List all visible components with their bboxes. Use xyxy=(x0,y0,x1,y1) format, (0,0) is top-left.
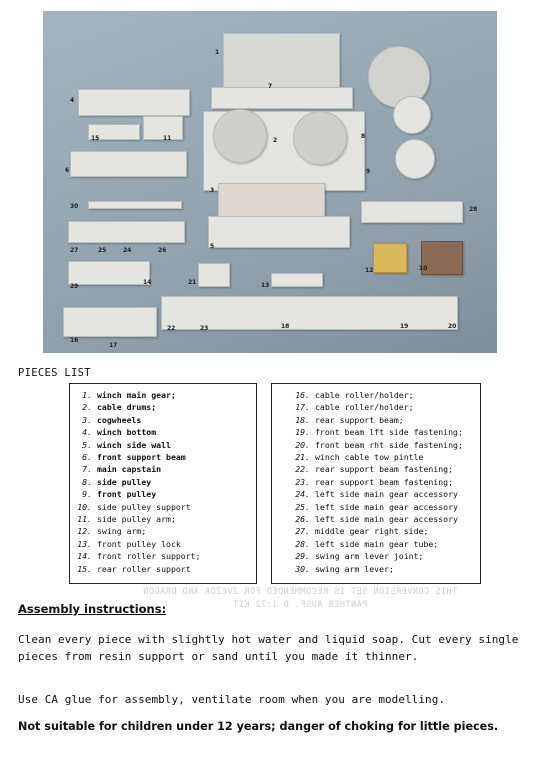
pieces-list-item xyxy=(70,463,256,475)
piece-number: 18. xyxy=(295,414,310,425)
photo-label: 30 xyxy=(70,203,79,210)
piece-cable-drum-right xyxy=(293,111,347,165)
photo-label: 24 xyxy=(123,247,132,254)
photo-label: 5 xyxy=(210,243,215,250)
piece-front-support-beam xyxy=(70,151,187,177)
piece-number: 25. xyxy=(295,501,310,512)
piece-name: rear support beam; xyxy=(315,414,404,425)
pieces-list-item xyxy=(70,401,256,413)
piece-tow-pintle xyxy=(198,263,230,287)
pieces-list-item xyxy=(272,389,480,401)
piece-gear-accessories xyxy=(68,221,185,243)
piece-number: 5. xyxy=(82,439,92,450)
pieces-list-item xyxy=(272,525,480,537)
piece-name: front beam lft side fastening; xyxy=(315,427,463,438)
photo-label: 18 xyxy=(281,323,290,330)
piece-number: 14. xyxy=(77,551,92,562)
piece-name: front pulley lock xyxy=(97,538,181,549)
pieces-list-item xyxy=(70,426,256,438)
piece-number: 19. xyxy=(295,427,310,438)
photo-label: 6 xyxy=(65,167,70,174)
safety-warning: Not suitable for children under 12 years; danger of choking for little pieces. xyxy=(18,720,499,733)
piece-name: front beam rht side fastening; xyxy=(315,439,463,450)
piece-cable-rollers xyxy=(63,307,157,337)
assembly-paragraph-cleaning: Clean every piece with slightly hot water and liquid soap. Cut every single pieces from resin support or sand until you made it thinner. xyxy=(18,633,519,663)
piece-side-pulley-small xyxy=(393,96,431,134)
photo-label: 1 xyxy=(215,49,220,56)
pieces-list-item xyxy=(272,463,480,475)
assembly-title: Assembly instructions: xyxy=(18,602,167,616)
piece-name: rear support beam fastening; xyxy=(315,464,454,475)
pieces-list-item xyxy=(70,563,256,575)
pieces-list-item xyxy=(70,501,256,513)
pieces-list-item xyxy=(272,451,480,463)
piece-name: swing arm; xyxy=(97,526,147,537)
piece-name: cable drums; xyxy=(97,402,157,413)
photo-label: 2 xyxy=(273,137,278,144)
piece-number: 30. xyxy=(295,563,310,574)
piece-number: 17. xyxy=(295,402,310,413)
bleed-through-line: PANTHER AUSF. D 1:72 KIT xyxy=(232,600,368,610)
piece-number: 10. xyxy=(77,501,92,512)
piece-name: swing arm lever joint; xyxy=(315,551,424,562)
photo-label: 23 xyxy=(200,325,209,332)
photo-label: 3 xyxy=(210,187,215,194)
piece-name: rear support beam fastening; xyxy=(315,476,454,487)
piece-name: side pulley arm; xyxy=(97,514,176,525)
piece-name: left side main gear accessory xyxy=(315,489,458,500)
photo-label: 4 xyxy=(70,97,75,104)
pieces-list-item xyxy=(70,451,256,463)
piece-number: 9. xyxy=(82,489,92,500)
photo-label: 20 xyxy=(448,323,457,330)
photo-label: 8 xyxy=(361,133,366,140)
pieces-list-item xyxy=(70,525,256,537)
pieces-list-item xyxy=(70,439,256,451)
piece-main-gear-tube xyxy=(361,201,463,223)
pieces-list-item xyxy=(70,488,256,500)
piece-winch-side-wall xyxy=(208,216,350,248)
pieces-list-item xyxy=(70,476,256,488)
piece-number: 29. xyxy=(295,551,310,562)
photo-label: 14 xyxy=(143,279,152,286)
parts-photo xyxy=(43,11,497,353)
photo-label: 25 xyxy=(98,247,107,254)
piece-name: cogwheels xyxy=(97,414,142,425)
piece-name: winch bottom xyxy=(97,427,157,438)
piece-name: side pulley xyxy=(97,476,152,487)
photo-label: 21 xyxy=(188,279,197,286)
pieces-list-item xyxy=(272,513,480,525)
piece-name: winch main gear; xyxy=(97,390,176,400)
pieces-list-item xyxy=(272,501,480,513)
piece-number: 26. xyxy=(295,514,310,525)
piece-number: 7. xyxy=(82,464,92,475)
piece-number: 6. xyxy=(82,452,92,463)
pieces-list-left xyxy=(69,383,257,584)
piece-front-roller-support xyxy=(68,261,150,285)
photo-label: 7 xyxy=(268,83,273,90)
piece-number: 23. xyxy=(295,476,310,487)
pieces-list-item xyxy=(70,550,256,562)
piece-cable-drum-left xyxy=(213,109,267,163)
photo-label: 12 xyxy=(365,267,374,274)
photo-label: 27 xyxy=(70,247,79,254)
piece-name: winch side wall xyxy=(97,439,171,450)
piece-name: swing arm lever; xyxy=(315,563,394,574)
photo-label: 15 xyxy=(91,135,100,142)
pieces-list-item xyxy=(272,476,480,488)
piece-name: cable roller/holder; xyxy=(315,390,414,400)
pieces-list-item xyxy=(272,414,480,426)
photo-label: 9 xyxy=(366,168,371,175)
pieces-list-item xyxy=(70,538,256,550)
piece-name: side pulley support xyxy=(97,501,191,512)
pieces-list-item xyxy=(272,563,480,575)
piece-name: front support beam xyxy=(97,452,186,463)
bleed-through-text xyxy=(110,586,490,612)
photo-label: 19 xyxy=(400,323,409,330)
piece-number: 8. xyxy=(82,476,92,487)
piece-number: 4. xyxy=(82,427,92,438)
piece-number: 12. xyxy=(77,526,92,537)
photo-label: 17 xyxy=(109,342,118,349)
piece-name: rear roller support xyxy=(97,563,191,574)
piece-name: middle gear right side; xyxy=(315,526,429,537)
piece-winch-base xyxy=(211,87,353,109)
pieces-list-item xyxy=(70,513,256,525)
pieces-list-item xyxy=(272,401,480,413)
piece-name: left side main gear accessory xyxy=(315,501,458,512)
pieces-list-title: PIECES LIST xyxy=(18,367,91,379)
piece-winch-main-gear xyxy=(223,33,340,93)
pieces-list-item xyxy=(272,488,480,500)
piece-number: 27. xyxy=(295,526,310,537)
photo-label: 13 xyxy=(261,282,270,289)
piece-number: 20. xyxy=(295,439,310,450)
piece-name: front pulley xyxy=(97,489,157,500)
pieces-list-item xyxy=(70,389,256,401)
piece-name: left side main gear tube; xyxy=(315,538,439,549)
piece-swing-arm-lever xyxy=(88,201,182,209)
photo-label: 10 xyxy=(419,265,428,272)
piece-number: 13. xyxy=(77,538,92,549)
piece-front-pulley-lock xyxy=(271,273,323,287)
assembly-paragraph-glue: Use CA glue for assembly, ventilate room when you are modelling. xyxy=(18,693,446,706)
piece-name: main capstain xyxy=(97,464,162,475)
pieces-list-item xyxy=(70,414,256,426)
piece-number: 3. xyxy=(82,414,92,425)
piece-number: 22. xyxy=(295,464,310,475)
piece-number: 16. xyxy=(295,390,310,400)
photo-label: 11 xyxy=(163,135,172,142)
piece-number: 15. xyxy=(77,563,92,574)
photo-label: 22 xyxy=(167,325,176,332)
bleed-through-line: THIS CONVERSION SET IS RECOMMENDED FOR ZVEZDA AND DRAGON xyxy=(142,587,458,597)
pieces-list-item xyxy=(272,538,480,550)
piece-name: winch cable tow pintle xyxy=(315,452,424,463)
piece-winch-bottom xyxy=(78,89,190,116)
piece-number: 28. xyxy=(295,538,310,549)
piece-front-pulley xyxy=(395,139,435,179)
pieces-list-item xyxy=(272,426,480,438)
pieces-list-right xyxy=(271,383,481,584)
piece-number: 2. xyxy=(82,402,92,413)
photo-label: 26 xyxy=(158,247,167,254)
piece-number: 24. xyxy=(295,489,310,500)
photo-label: 28 xyxy=(469,206,478,213)
piece-name: cable roller/holder; xyxy=(315,402,414,413)
piece-name: left side main gear accessory xyxy=(315,514,458,525)
photo-label: 16 xyxy=(70,337,79,344)
piece-number: 21. xyxy=(295,452,310,463)
pieces-list-item xyxy=(272,439,480,451)
piece-name: front roller support; xyxy=(97,551,201,562)
piece-number: 1. xyxy=(82,390,92,400)
pieces-list-item xyxy=(272,550,480,562)
piece-number: 11. xyxy=(77,514,92,525)
photo-label: 29 xyxy=(70,283,79,290)
piece-swing-arm xyxy=(373,243,407,273)
